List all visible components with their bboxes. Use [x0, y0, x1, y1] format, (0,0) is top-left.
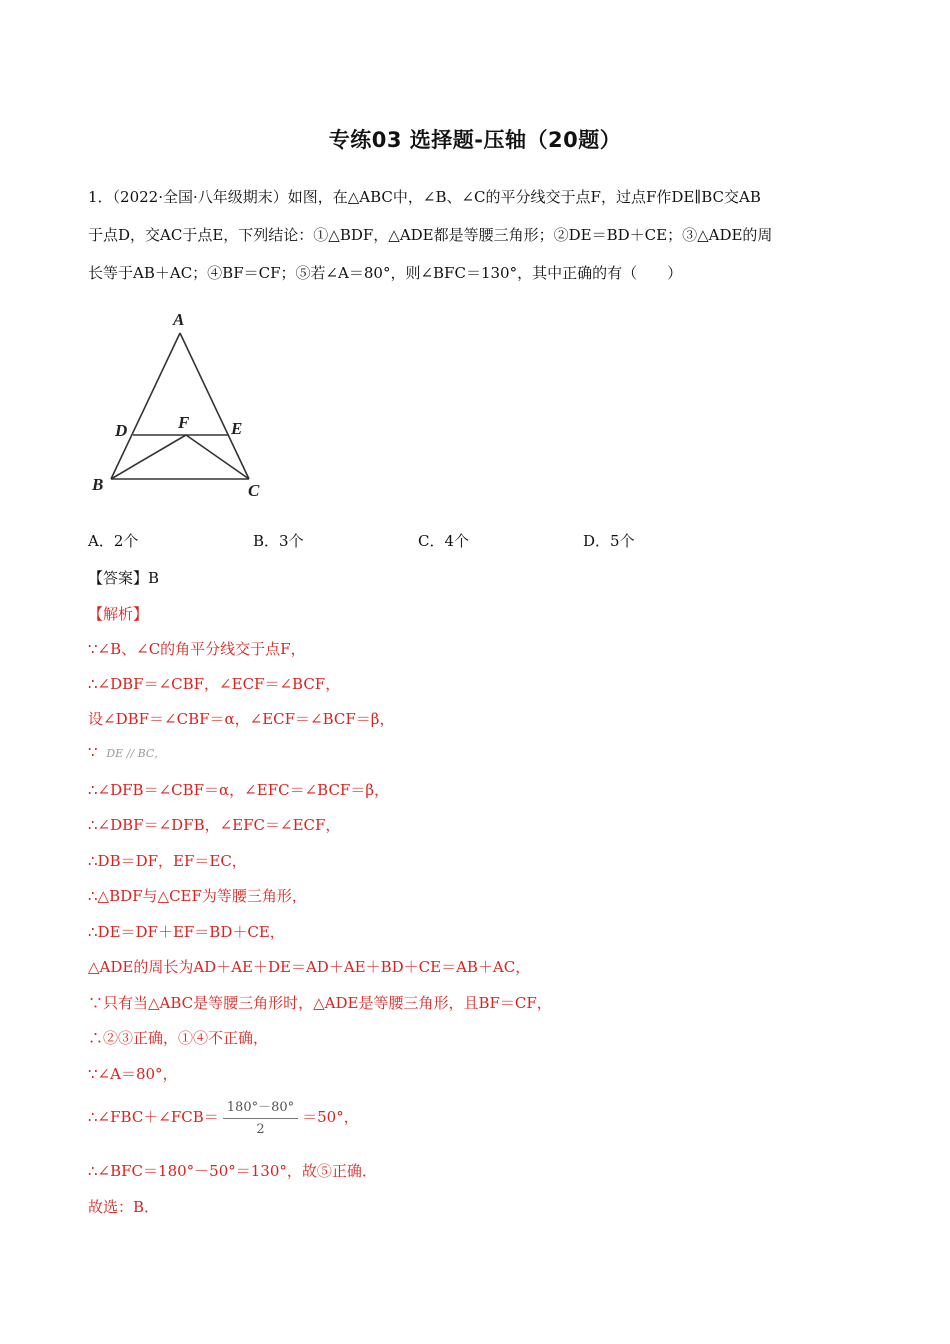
page-title: 专练03 选择题-压轴（20题）: [328, 128, 622, 152]
fraction: [223, 1096, 298, 1137]
solution-line: ∴DB＝DF，EF＝EC，: [88, 852, 247, 870]
solution-line: ∴②③正确，①④不正确，: [88, 1029, 269, 1047]
solution-line: ∵只有当△ABC是等腰三角形时，△ADE是等腰三角形，且BF＝CF，: [88, 994, 552, 1012]
fraction-prefix: ∴∠FBC＋∠FCB＝: [88, 1108, 219, 1126]
question-line: 于点D，交AC于点E，下列结论：①△BDF，△ADE都是等腰三角形；②DE＝BD＋CE；③△ADE的周: [88, 226, 773, 244]
question-line: 长等于AB＋AC；④BF＝CF；⑤若∠A＝80°，则∠BFC＝130°，其中正确的有（ ）: [88, 264, 683, 282]
label-d: D: [115, 421, 128, 440]
solution-line: ∴∠DBF＝∠DFB，∠EFC＝∠ECF，: [88, 816, 341, 834]
option-c: C．4个: [418, 532, 470, 550]
solution-line: ∴∠BFC＝180°－50°＝130°，故⑤正确．: [88, 1162, 377, 1180]
fraction-numerator: 180°－80°: [223, 1096, 298, 1119]
segment-cf: [186, 435, 249, 479]
fraction-suffix: ＝50°，: [302, 1108, 359, 1126]
option-b: B．3个: [253, 532, 304, 550]
solution-line: ∴△BDF与△CEF为等腰三角形，: [88, 887, 307, 905]
side-ab: [111, 333, 180, 479]
triangle-diagram: [86, 306, 271, 506]
fraction-line: [88, 1096, 359, 1137]
solution-line: ∵∠B、∠C的角平分线交于点F，: [88, 640, 306, 658]
because-symbol: ∵: [88, 743, 98, 761]
solution-line: ∵∠A＝80°，: [88, 1065, 178, 1083]
label-b: B: [92, 475, 104, 494]
solution-line: ∴∠DBF＝∠CBF，∠ECF＝∠BCF，: [88, 675, 341, 693]
parallel-note: DE // BC，: [106, 747, 166, 760]
solution-line: 故选：B．: [88, 1198, 160, 1216]
solution-line: [88, 743, 165, 761]
question-stem: [88, 178, 863, 292]
option-d: D．5个: [583, 532, 635, 550]
answer-line: 【答案】B: [88, 569, 160, 587]
label-f: F: [178, 413, 190, 432]
option-a: A．2个: [88, 532, 139, 550]
triangle-figure: [86, 306, 271, 506]
side-ac: [180, 333, 249, 479]
label-e: E: [231, 419, 243, 438]
solution-line: △ADE的周长为AD＋AE＋DE＝AD＋AE＋BD＋CE＝AB＋AC，: [88, 958, 531, 976]
solution-line: ∴∠DFB＝∠CBF＝α，∠EFC＝∠BCF＝β，: [88, 781, 390, 799]
question-line: 1．（2022·全国·八年级期末）如图，在△ABC中，∠B、∠C的平分线交于点F，过点F作DE∥BC交AB: [88, 188, 761, 206]
answer-options: [88, 530, 868, 556]
analysis-title: 【解析】: [88, 605, 149, 623]
fraction-denominator: 2: [256, 1122, 265, 1137]
solution-line: 设∠DBF＝∠CBF＝α，∠ECF＝∠BCF＝β，: [88, 710, 395, 728]
solution-line: ∴DE＝DF＋EF＝BD＋CE，: [88, 923, 285, 941]
label-a: A: [173, 310, 185, 329]
label-c: C: [248, 481, 260, 500]
